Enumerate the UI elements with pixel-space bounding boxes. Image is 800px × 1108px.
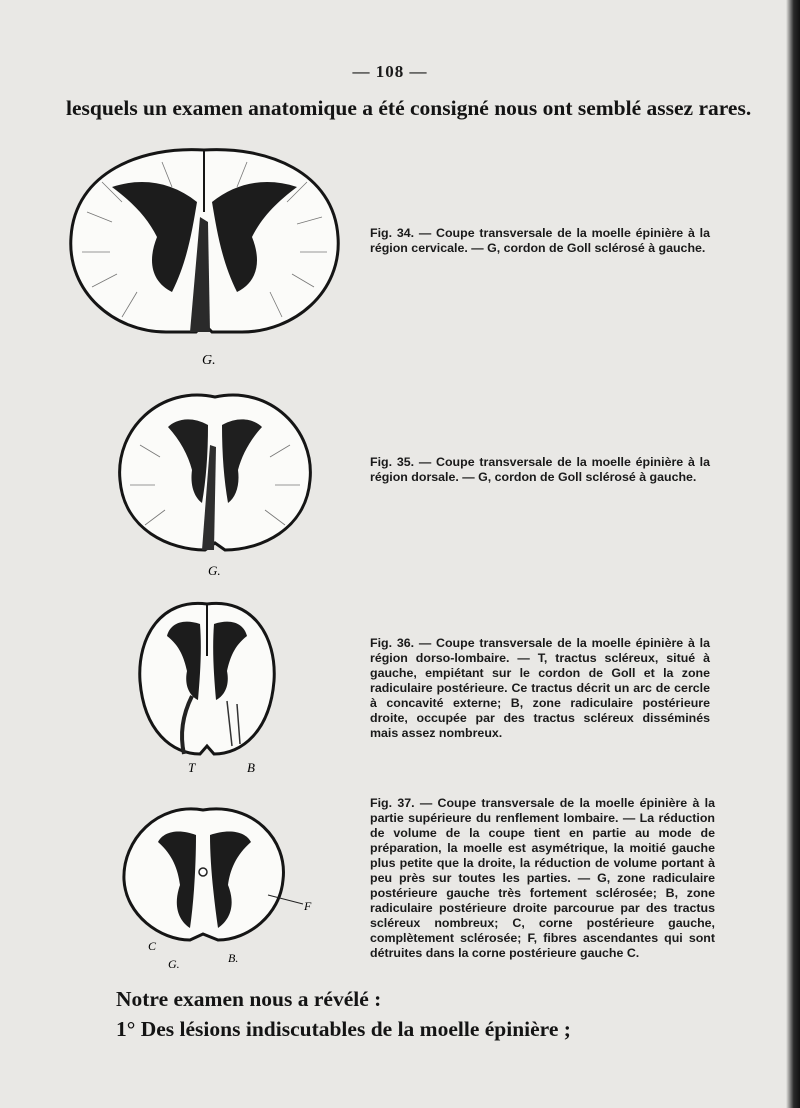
figure-34-letter-g: G. (202, 353, 216, 368)
figure-37-letter-b: B. (228, 951, 239, 965)
figure-37-letter-c: C (148, 939, 157, 953)
figure-34-caption: Fig. 34. — Coupe transversale de la moelle épinière à la région cervicale. — G, cordon de Goll sclérosé à gauche. (370, 226, 710, 255)
figure-37-letter-f: F (304, 899, 312, 913)
text-bottom-line-2: 1° Des lésions indiscutables de la moelle épinière ; (116, 1017, 571, 1041)
figure-35-illustration (110, 385, 320, 580)
scan-edge-shadow (786, 0, 800, 1108)
figure-37-illustration (118, 800, 318, 980)
figure-34-illustration (62, 142, 347, 372)
figure-37-letter-g: G. (168, 957, 180, 971)
figure-36-caption: Fig. 36. — Coupe transversale de la moelle épinière à la région dorso-lombaire. — T, tractus scléreux, situé à gauche, empiétant sur le cordon de Goll et la zone radiculaire postérieure. Ce tractus décrit un arc de cercle à concavité externe; B, zone radiculaire postérieure droite, occupée par des tractus scléreux disséminés mais assez nombreux. (370, 636, 710, 740)
page-number: — 108 — (352, 62, 428, 81)
figure-37-caption: Fig. 37. — Coupe transversale de la moelle épinière à la partie supérieure du renflement lombaire. — La réduction de volume de la coupe tient en partie au mode de préparation, la moelle est asymétrique, la moitié gauche plus petite que la droite, la réduction de volume portant à peu près sur toutes les parties. — G, zone radiculaire postérieure gauche très fortement sclérosée; B, zone radiculaire postérieure droite parcourue par des tractus scléreux nombreux; C, corne postérieure gauche, complètement sclérosée; F, fibres ascendantes qui sont détruites dans la corne postérieure gauche C. (370, 796, 715, 960)
text-bottom-line-1: Notre examen nous a révélé : (116, 987, 382, 1011)
figure-36-letter-t: T (188, 760, 196, 775)
figure-35-caption: Fig. 35. — Coupe transversale de la moelle épinière à la région dorsale. — G, cordon de Goll sclérosé à gauche. (370, 455, 710, 484)
text-first-line: lesquels un examen anatomique a été consigné nous ont semblé assez rares. (66, 96, 752, 120)
figure-35-letter-g: G. (208, 563, 221, 578)
figure-36-illustration (132, 596, 282, 781)
figure-36-letter-b: B (247, 760, 255, 775)
